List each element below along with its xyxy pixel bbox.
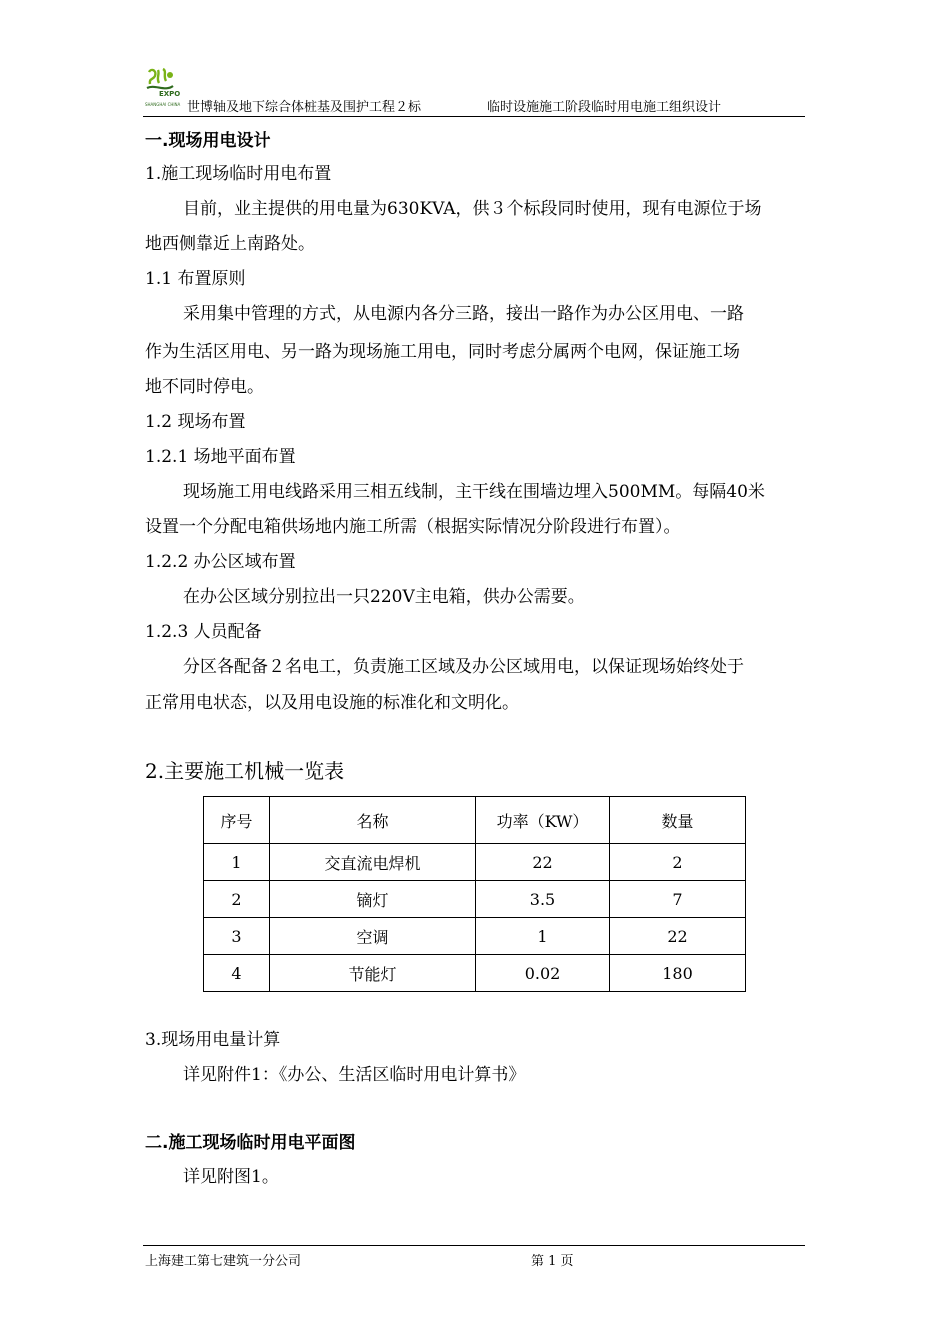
paragraph-1b: 地西侧靠近上南路处。 — [145, 234, 315, 254]
table-cell: 180 — [610, 955, 746, 992]
table-cell: 22 — [476, 844, 610, 881]
footer-company: 上海建工第七建筑一分公司 — [145, 1254, 302, 1269]
heading-1-2-2: 1.2.2 办公区域布置 — [145, 552, 296, 572]
page-footer — [143, 1245, 805, 1269]
table-cell: 1 — [204, 844, 270, 881]
table-cell: 22 — [610, 918, 746, 955]
paragraph-6: 详见附件1：《办公、生活区临时用电计算书》 — [183, 1065, 526, 1085]
machinery-table — [203, 796, 746, 992]
heading-1-2-3: 1.2.3 人员配备 — [145, 622, 262, 642]
table-cell: 2 — [204, 881, 270, 918]
paragraph-4: 在办公区域分别拉出一只220V主电箱，供办公需要。 — [183, 587, 585, 607]
heading-1-1: 1.1 布置原则 — [145, 269, 246, 289]
table-cell: 空调 — [270, 918, 476, 955]
paragraph-2c: 地不同时停电。 — [145, 377, 264, 397]
paragraph-3a: 现场施工用电线路采用三相五线制，主干线在围墙边埋入500MM。每隔40米 — [183, 482, 765, 502]
heading-1: 1.施工现场临时用电布置 — [145, 164, 332, 184]
header-project: 世博轴及地下综合体桩基及围护工程２标 — [187, 100, 422, 115]
section-title-1: 一.现场用电设计 — [145, 131, 271, 151]
heading-2: 2.主要施工机械一览表 — [145, 759, 345, 783]
table-cell: 节能灯 — [270, 955, 476, 992]
heading-3: 3.现场用电量计算 — [145, 1030, 281, 1050]
table-cell: 2 — [610, 844, 746, 881]
expo-logo — [143, 66, 187, 112]
paragraph-7: 详见附图1。 — [183, 1167, 279, 1187]
table-cell: 交直流电焊机 — [270, 844, 476, 881]
heading-1-2-1: 1.2.1 场地平面布置 — [145, 447, 296, 467]
page-number: 第 1 页 — [531, 1254, 574, 1269]
table-header-cell: 数量 — [610, 797, 746, 844]
table-header-row — [204, 797, 746, 844]
svg-text:SHANGHAI CHINA: SHANGHAI CHINA — [145, 102, 181, 107]
table-row — [204, 918, 746, 955]
table-header-cell: 序号 — [204, 797, 270, 844]
paragraph-5b: 正常用电状态，以及用电设施的标准化和文明化。 — [145, 693, 519, 713]
table-row — [204, 881, 746, 918]
paragraph-2a: 采用集中管理的方式，从电源内各分三路，接出一路作为办公区用电、一路 — [183, 304, 744, 324]
page-header — [143, 66, 805, 117]
table-cell: 7 — [610, 881, 746, 918]
table-header-cell: 名称 — [270, 797, 476, 844]
table-cell: 4 — [204, 955, 270, 992]
paragraph-3b: 设置一个分配电箱供场地内施工所需（根据实际情况分阶段进行布置）。 — [145, 517, 681, 537]
paragraph-5a: 分区各配备２名电工，负责施工区域及办公区域用电，以保证现场始终处于 — [183, 657, 744, 677]
table-cell: 1 — [476, 918, 610, 955]
table-row — [204, 844, 746, 881]
heading-1-2: 1.2 现场布置 — [145, 412, 246, 432]
table-cell: 3 — [204, 918, 270, 955]
table-cell: 镝灯 — [270, 881, 476, 918]
paragraph-1a: 目前，业主提供的用电量为630KVA，供３个标段同时使用，现有电源位于场 — [183, 199, 762, 219]
table-cell: 3.5 — [476, 881, 610, 918]
paragraph-2b: 作为生活区用电、另一路为现场施工用电，同时考虑分属两个电网，保证施工场 — [145, 342, 740, 362]
table-row — [204, 955, 746, 992]
table-header-cell: 功率（KW） — [476, 797, 610, 844]
svg-text:EXPO: EXPO — [159, 90, 181, 98]
table-cell: 0.02 — [476, 955, 610, 992]
header-doc-title: 临时设施施工阶段临时用电施工组织设计 — [487, 100, 722, 115]
section-title-2: 二.施工现场临时用电平面图 — [145, 1133, 356, 1153]
